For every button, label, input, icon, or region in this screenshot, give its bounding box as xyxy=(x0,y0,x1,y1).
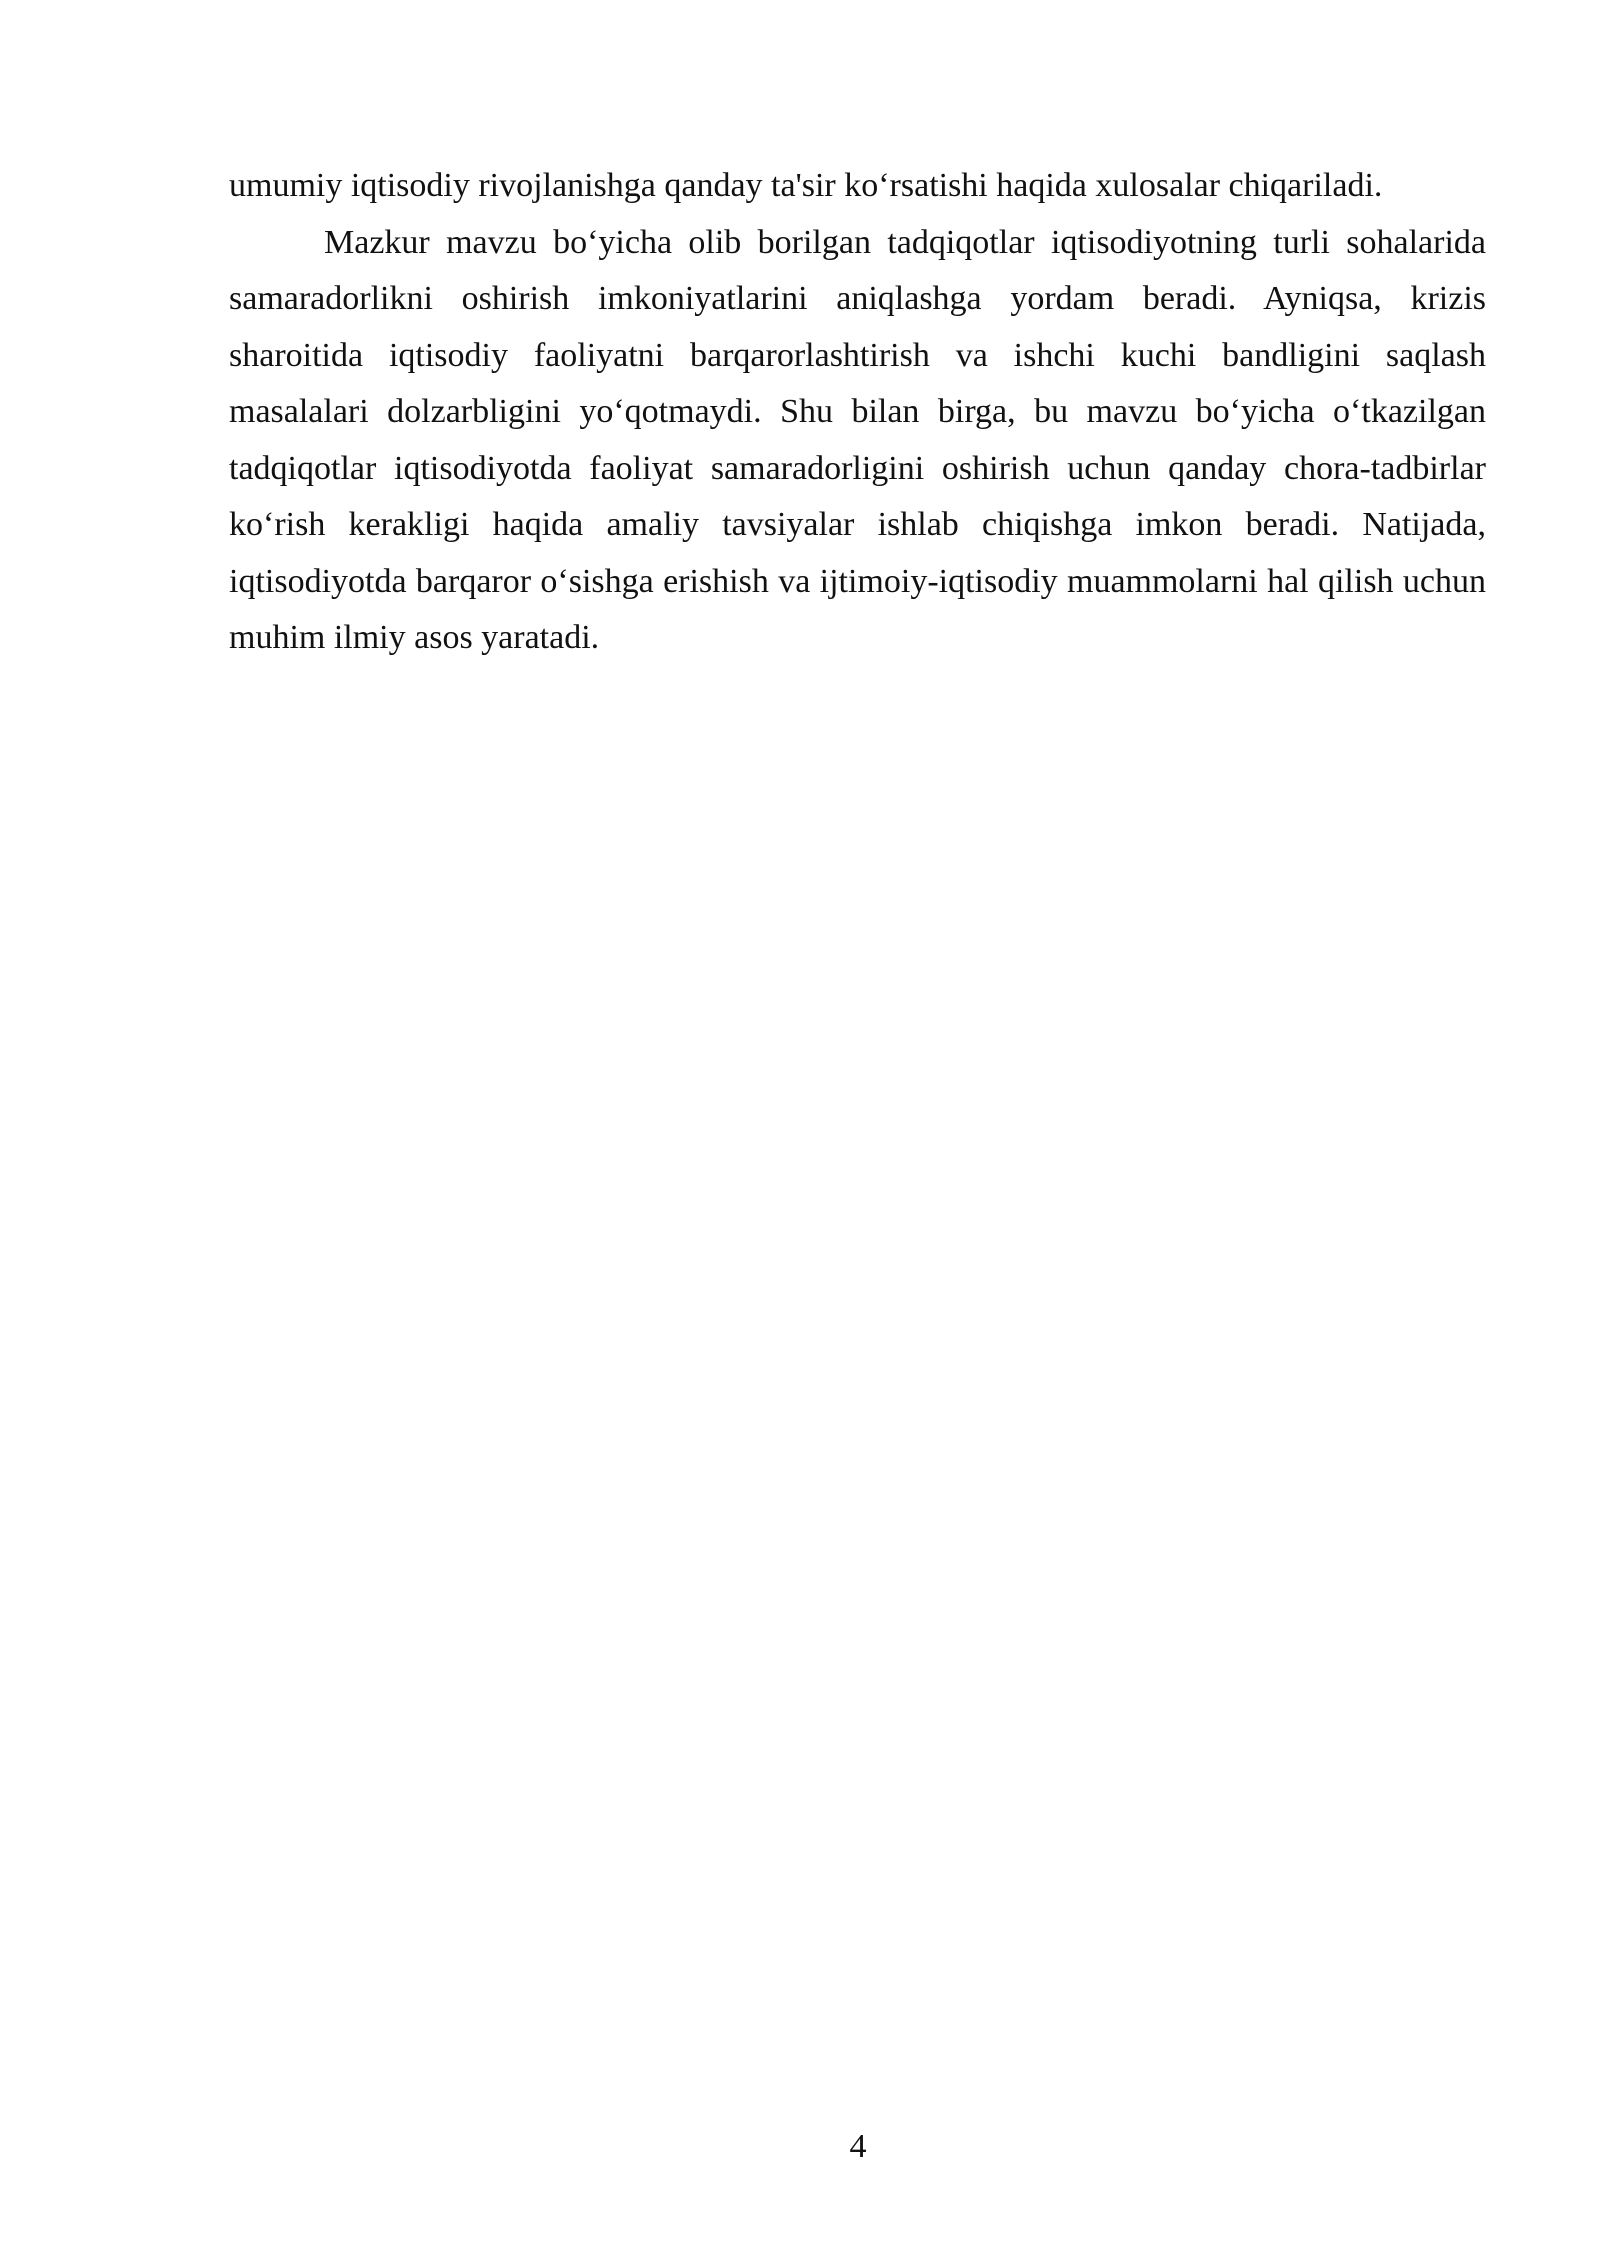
paragraph-research-relevance: Mazkur mavzu bo‘yicha olib borilgan tadqiqotlar iqtisodiyotning turli sohalarida samaradorlikni oshirish imkoniyatlarini aniqlashga yordam beradi. Ayniqsa, krizis sharoitida iqtisodiy faoliyatni barqarorlashtirish va ishchi kuchi bandligini saqlash masalalari dolzarbligini yo‘qotmaydi. Shu bilan birga, bu mavzu bo‘yicha o‘tkazilgan tadqiqotlar iqtisodiyotda faoliyat samaradorligini oshirish uchun qanday chora-tadbirlar ko‘rish kerakligi haqida amaliy tavsiyalar ishlab chiqishga imkon beradi. Natijada, iqtisodiyotda barqaror o‘sishga erishish va ijtimoiy-iqtisodiy muammolarni hal qilish uchun muhim ilmiy asos yaratadi. xyxy=(229,223,1486,656)
document-body xyxy=(229,158,1486,667)
paragraph-continuation: umumiy iqtisodiy rivojlanishga qanday ta'sir ko‘rsatishi haqida xulosalar chiqariladi. xyxy=(229,167,1383,204)
page-number: 4 xyxy=(849,2128,867,2165)
